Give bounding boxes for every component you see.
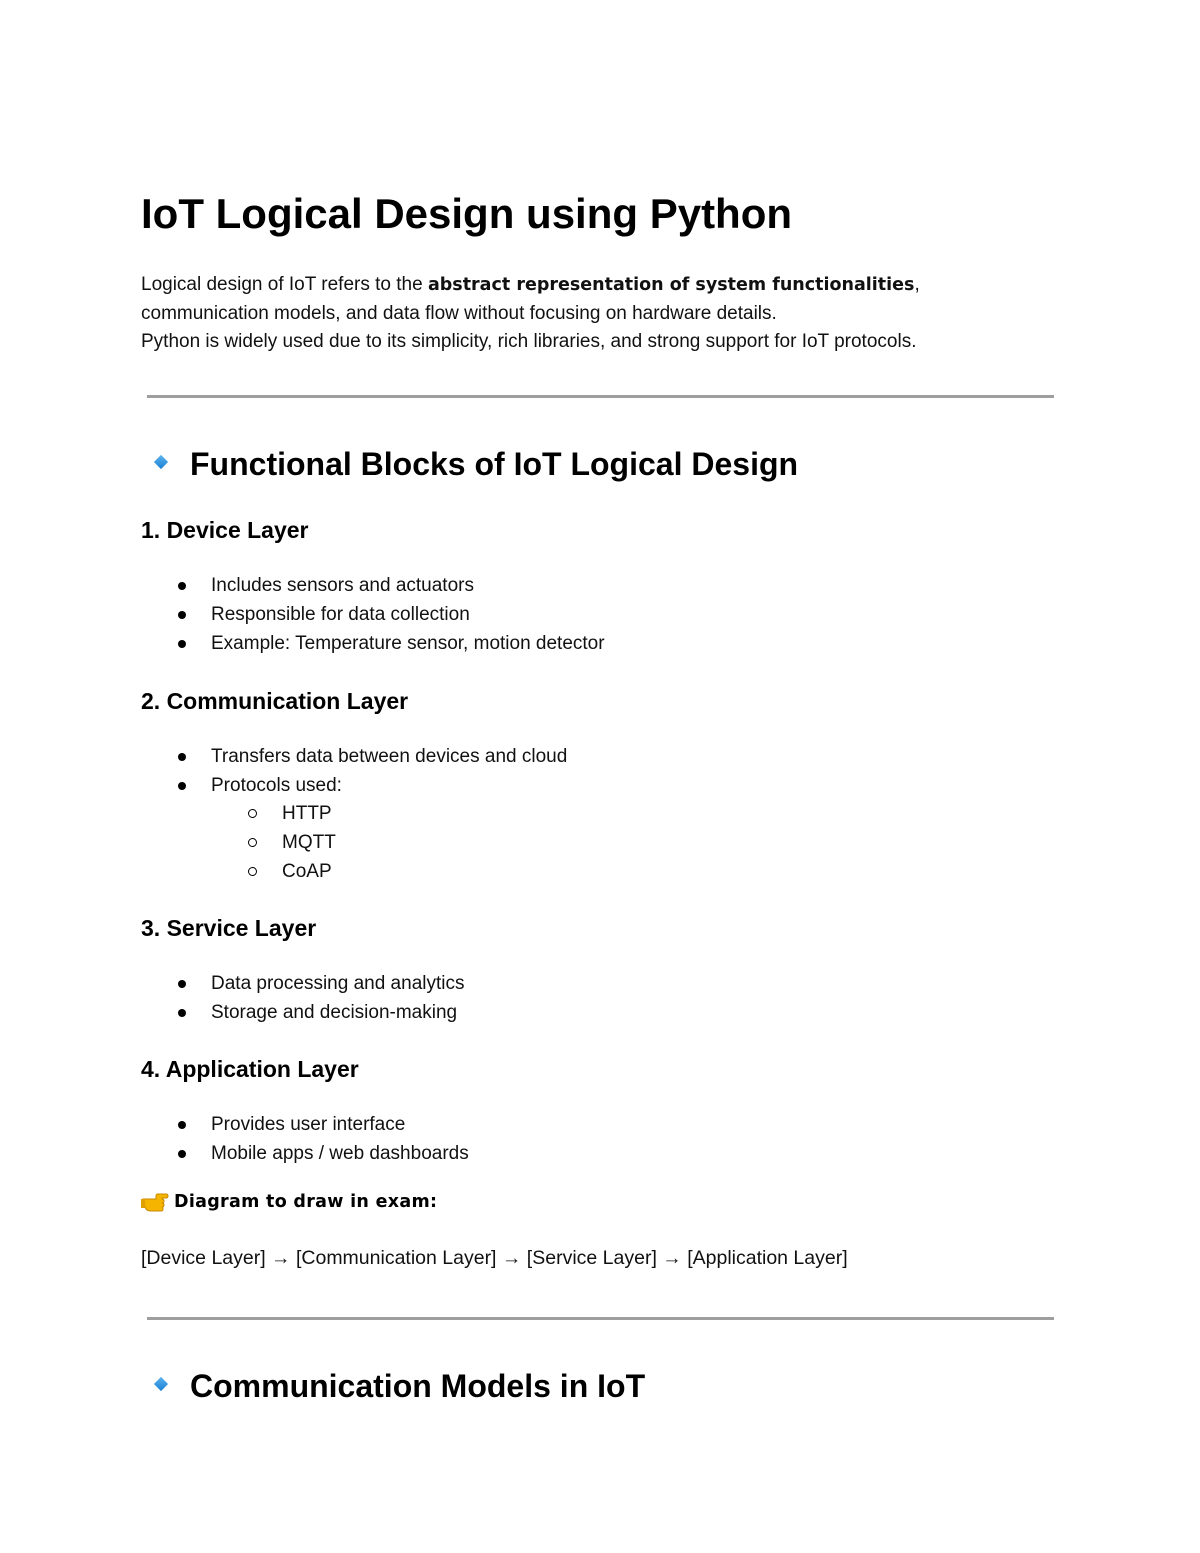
intro-line-1 — [141, 271, 1071, 300]
section-heading-text: Communication Models in IoT — [190, 1368, 646, 1404]
sub-list-item-text: MQTT — [282, 832, 336, 853]
service-layer-list — [178, 969, 464, 1027]
list-item — [178, 998, 464, 1027]
communication-layer-list — [178, 742, 567, 800]
list-item-text: Includes sensors and actuators — [211, 575, 474, 596]
protocols-sublist — [178, 799, 336, 886]
layer-heading-service: 3. Service Layer — [141, 915, 317, 941]
list-item — [178, 969, 464, 998]
hollow-bullet-icon — [248, 809, 257, 818]
list-item-text: Mobile apps / web dashboards — [211, 1143, 469, 1164]
list-item — [178, 742, 567, 771]
layer-flow-text: [Device Layer] → [Communication Layer] → [Service Layer] → [Application Layer] — [141, 1247, 848, 1269]
bullet-icon — [178, 980, 186, 988]
list-item — [178, 1139, 469, 1168]
list-item — [178, 1110, 469, 1139]
sub-list-item — [178, 799, 336, 828]
intro-line-2: communication models, and data flow without focusing on hardware details. — [141, 302, 777, 324]
sub-list-item-text: HTTP — [282, 803, 332, 824]
intro-line-3: Python is widely used due to its simplicity, rich libraries, and strong support for IoT protocols. — [141, 331, 917, 352]
list-item — [178, 571, 605, 600]
diagram-note — [141, 1190, 437, 1214]
bullet-icon — [178, 1121, 186, 1129]
list-item-text: Storage and decision-making — [211, 1002, 458, 1023]
list-item — [178, 600, 605, 629]
bullet-icon — [178, 782, 186, 790]
bullet-icon — [178, 1009, 186, 1017]
intro-paragraph — [141, 271, 1071, 357]
intro-text: Logical design of IoT refers to the — [141, 274, 428, 295]
sub-list-item — [178, 828, 336, 857]
list-item-text: Transfers data between devices and cloud — [211, 746, 568, 767]
list-item-text: Protocols used: — [211, 775, 342, 796]
diagram-note-label: Diagram to draw in exam: — [174, 1192, 438, 1212]
list-item-text: Responsible for data collection — [211, 604, 470, 625]
bullet-icon — [178, 753, 186, 761]
pointing-hand-icon — [141, 1190, 169, 1214]
application-layer-list — [178, 1110, 469, 1168]
list-item-text: Data processing and analytics — [211, 973, 465, 994]
layer-heading-device: 1. Device Layer — [141, 517, 309, 543]
section-heading-communication-models — [152, 1366, 645, 1406]
divider — [147, 395, 1054, 398]
intro-bold-text: abstract representation of system functionalities — [427, 275, 915, 295]
list-item-text: Example: Temperature sensor, motion detector — [211, 633, 605, 654]
list-item — [178, 629, 605, 658]
blue-diamond-icon — [154, 455, 168, 469]
bullet-icon — [178, 611, 186, 619]
divider — [147, 1317, 1054, 1320]
sub-list-item-text: CoAP — [282, 861, 332, 882]
device-layer-list — [178, 571, 605, 658]
page-title: IoT Logical Design using Python — [141, 190, 793, 237]
bullet-icon — [178, 640, 186, 648]
hollow-bullet-icon — [248, 867, 257, 876]
section-heading-functional-blocks — [152, 444, 798, 484]
layer-heading-application: 4. Application Layer — [141, 1056, 359, 1082]
list-item-text: Provides user interface — [211, 1114, 406, 1135]
intro-text-end: , — [914, 274, 920, 295]
list-item — [178, 771, 567, 800]
hollow-bullet-icon — [248, 838, 257, 847]
sub-list-item — [178, 857, 336, 886]
bullet-icon — [178, 1150, 186, 1158]
section-heading-text: Functional Blocks of IoT Logical Design — [190, 446, 799, 482]
bullet-icon — [178, 582, 186, 590]
blue-diamond-icon — [154, 1377, 168, 1391]
layer-heading-communication: 2. Communication Layer — [141, 688, 409, 714]
